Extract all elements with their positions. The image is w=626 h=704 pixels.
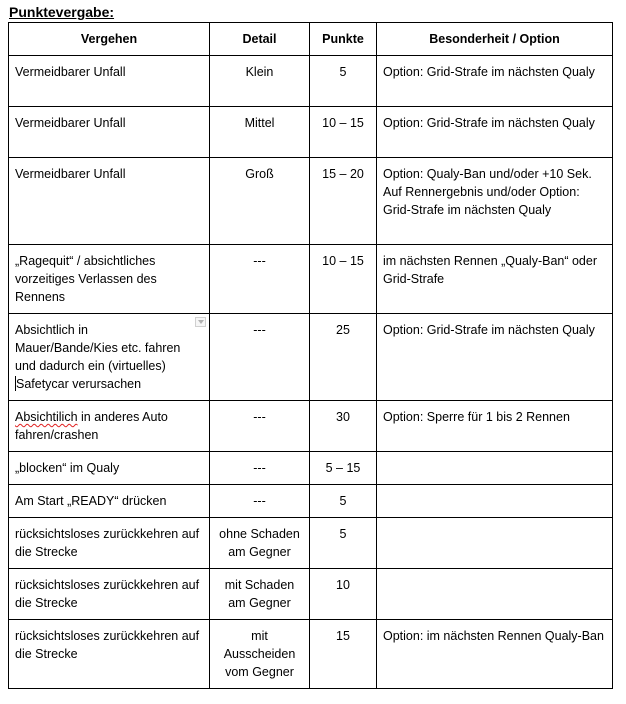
offense-cell[interactable]: rücksichtsloses zurückkehren auf die Strecke	[9, 569, 210, 620]
offense-line: und dadurch ein (virtuelles)	[15, 359, 166, 373]
offense-cell[interactable]: Am Start „READY“ drücken	[9, 485, 210, 518]
option-cell[interactable]: Option: Grid-Strafe im nächsten Qualy	[377, 314, 613, 401]
option-cell[interactable]: Option: Grid-Strafe im nächsten Qualy	[377, 107, 613, 158]
offense-cell[interactable]: rücksichtsloses zurückkehren auf die Strecke	[9, 620, 210, 689]
points-cell[interactable]: 25	[310, 314, 377, 401]
detail-cell[interactable]: Groß	[210, 158, 310, 245]
detail-line: Ausscheiden	[223, 647, 296, 661]
offense-text: in anderes Auto fahren/crashen	[15, 410, 168, 442]
option-cell[interactable]	[377, 452, 613, 485]
offense-line: Mauer/Bande/Kies etc. fahren	[15, 341, 181, 355]
table-row	[9, 518, 613, 569]
table-row	[9, 485, 613, 518]
option-cell[interactable]: Option: im nächsten Rennen Qualy-Ban	[377, 620, 613, 689]
detail-cell[interactable]: ---	[210, 485, 310, 518]
option-cell[interactable]: Option: Qualy-Ban und/oder +10 Sek. Auf Rennergebnis und/oder Option: Grid-Strafe im nächsten Qualy	[377, 158, 613, 245]
option-cell[interactable]	[377, 485, 613, 518]
detail-cell[interactable]: Mittel	[210, 107, 310, 158]
points-cell[interactable]: 15 – 20	[310, 158, 377, 245]
offense-cell[interactable]: Vermeidbarer Unfall	[9, 158, 210, 245]
detail-cell[interactable]: ---	[210, 314, 310, 401]
points-cell[interactable]: 5 – 15	[310, 452, 377, 485]
offense-cell[interactable]: „Ragequit“ / absichtliches vorzeitiges Verlassen des Rennens	[9, 245, 210, 314]
table-row	[9, 56, 613, 107]
offense-line: Safetycar verursachen	[16, 377, 142, 391]
offense-cell[interactable]: Vermeidbarer Unfall	[9, 107, 210, 158]
detail-cell[interactable]: mit Schaden am Gegner	[210, 569, 310, 620]
header-detail: Detail	[210, 23, 310, 56]
detail-cell[interactable]: ohne Schaden am Gegner	[210, 518, 310, 569]
table-row	[9, 569, 613, 620]
offense-cell[interactable]: Vermeidbarer Unfall	[9, 56, 210, 107]
option-cell[interactable]: im nächsten Rennen „Qualy-Ban“ oder Grid-Strafe	[377, 245, 613, 314]
points-cell[interactable]: 10 – 15	[310, 245, 377, 314]
detail-line: mit	[251, 629, 268, 643]
table-row	[9, 158, 613, 245]
misspelled-word: Absichtilich	[15, 410, 78, 424]
detail-cell[interactable]: ---	[210, 452, 310, 485]
offense-cell[interactable]: rücksichtsloses zurückkehren auf die Strecke	[9, 518, 210, 569]
table-row	[9, 452, 613, 485]
table-header-row	[9, 23, 613, 56]
header-option: Besonderheit / Option	[377, 23, 613, 56]
detail-cell[interactable]	[210, 620, 310, 689]
offense-line: Absichtlich in	[15, 323, 88, 337]
table-row	[9, 620, 613, 689]
option-cell[interactable]	[377, 569, 613, 620]
points-cell[interactable]: 10 – 15	[310, 107, 377, 158]
detail-line: vom Gegner	[225, 665, 294, 679]
page-title: Punktevergabe:	[9, 4, 115, 20]
table-row	[9, 245, 613, 314]
table-row	[9, 314, 613, 401]
offense-cell[interactable]	[9, 401, 210, 452]
points-cell[interactable]: 5	[310, 518, 377, 569]
detail-cell[interactable]: Klein	[210, 56, 310, 107]
points-cell[interactable]: 5	[310, 485, 377, 518]
offense-cell[interactable]: „blocken“ im Qualy	[9, 452, 210, 485]
table-row	[9, 401, 613, 452]
offense-cell[interactable]	[9, 314, 210, 401]
points-cell[interactable]: 5	[310, 56, 377, 107]
option-cell[interactable]: Option: Sperre für 1 bis 2 Rennen	[377, 401, 613, 452]
header-points: Punkte	[310, 23, 377, 56]
detail-cell[interactable]: ---	[210, 245, 310, 314]
option-cell[interactable]	[377, 518, 613, 569]
dropdown-arrow-icon[interactable]	[195, 317, 206, 327]
table-row	[9, 107, 613, 158]
header-offense: Vergehen	[9, 23, 210, 56]
points-cell[interactable]: 30	[310, 401, 377, 452]
option-cell[interactable]: Option: Grid-Strafe im nächsten Qualy	[377, 56, 613, 107]
detail-cell[interactable]: ---	[210, 401, 310, 452]
points-cell[interactable]: 10	[310, 569, 377, 620]
penalty-points-table	[8, 22, 613, 689]
points-cell[interactable]: 15	[310, 620, 377, 689]
